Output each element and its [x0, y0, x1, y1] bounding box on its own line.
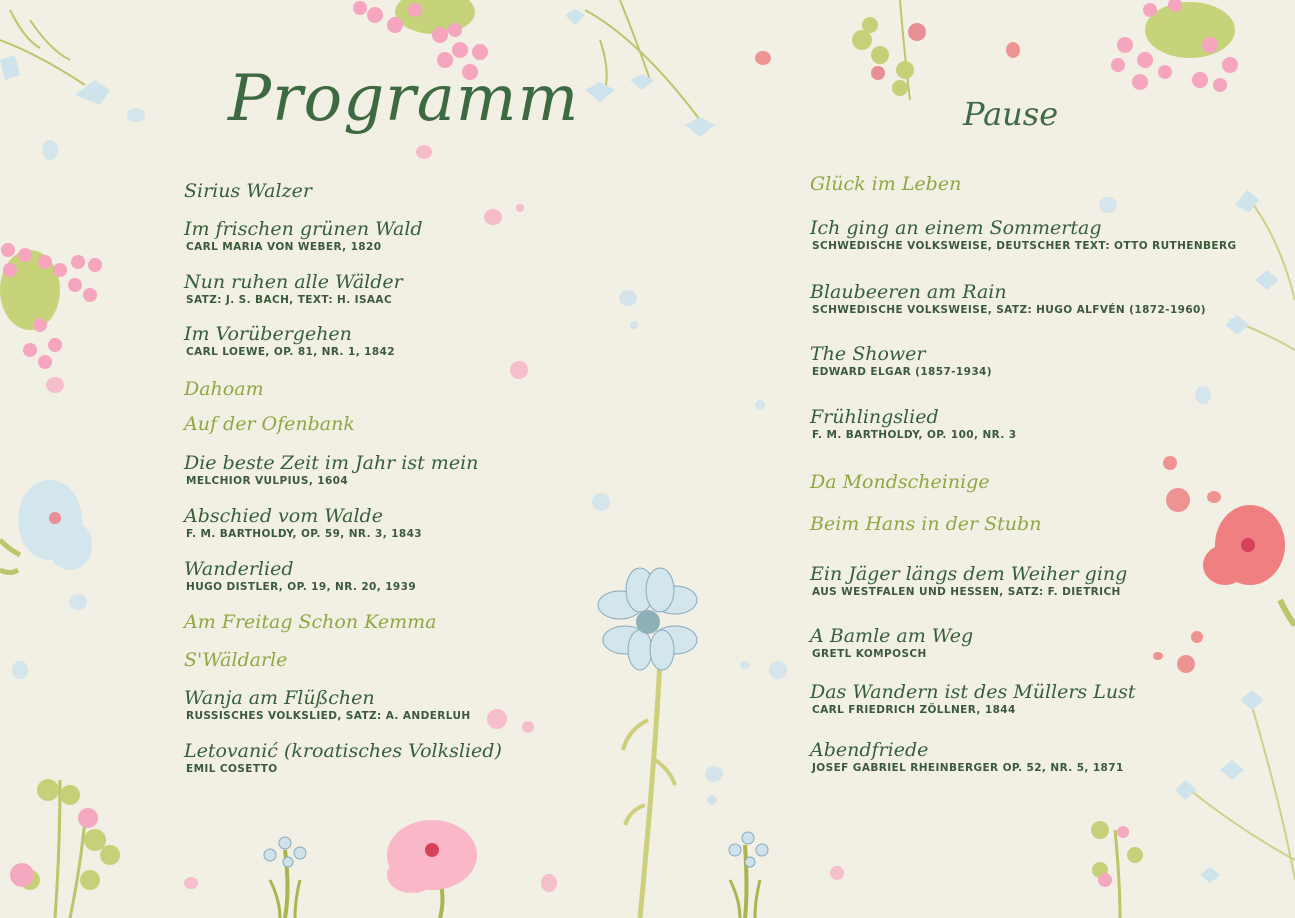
pause-title: Pause — [963, 95, 1059, 133]
song-credit: EDWARD ELGAR (1857-1934) — [812, 366, 992, 378]
program-item — [184, 413, 355, 436]
song-credit: MELCHIOR VULPIUS, 1604 — [186, 475, 349, 487]
program-item — [184, 505, 422, 540]
song-title: Glück im Leben — [810, 173, 962, 195]
song-title: Im frischen grünen Wald — [184, 218, 423, 240]
song-credit: F. M. BARTHOLDY, OP. 100, NR. 3 — [812, 429, 1017, 441]
song-title: Dahoam — [184, 378, 264, 400]
song-title: Sirius Walzer — [184, 180, 312, 202]
song-credit: CARL FRIEDRICH ZÖLLNER, 1844 — [812, 704, 1016, 716]
song-title: Nun ruhen alle Wälder — [184, 271, 403, 293]
program-item — [184, 649, 287, 672]
program-item — [810, 343, 992, 378]
program-item — [184, 558, 416, 593]
song-title: Wanderlied — [184, 558, 294, 580]
song-title: Im Vorübergehen — [184, 323, 352, 345]
program-item — [810, 281, 1206, 316]
program-item — [810, 173, 961, 196]
song-title: Die beste Zeit im Jahr ist mein — [184, 452, 479, 474]
song-title: S'Wäldarle — [184, 649, 288, 671]
song-credit: JOSEF GABRIEL RHEINBERGER OP. 52, NR. 5, 1871 — [812, 762, 1124, 774]
song-credit: RUSSISCHES VOLKSLIED, SATZ: A. ANDERLUH — [186, 710, 471, 722]
song-credit: CARL MARIA VON WEBER, 1820 — [186, 241, 382, 253]
song-title: A Bamle am Weg — [810, 625, 974, 647]
song-title: Ein Jäger längs dem Weiher ging — [810, 563, 1128, 585]
song-credit: SCHWEDISCHE VOLKSWEISE, DEUTSCHER TEXT: OTTO RUTHENBERG — [812, 240, 1237, 252]
song-credit: EMIL COSETTO — [186, 763, 278, 775]
song-credit: SATZ: J. S. BACH, TEXT: H. ISAAC — [186, 294, 393, 306]
program-item — [184, 452, 478, 487]
song-title: Ich ging an einem Sommertag — [810, 217, 1102, 239]
program-title: Programm — [228, 62, 580, 136]
song-title: The Shower — [810, 343, 926, 365]
song-title: Abschied vom Walde — [184, 505, 383, 527]
program-item — [184, 687, 471, 722]
program-item — [810, 625, 973, 660]
program-item — [184, 378, 264, 401]
song-title: Beim Hans in der Stubn — [810, 513, 1042, 535]
song-title: Abendfriede — [810, 739, 929, 761]
song-credit: HUGO DISTLER, OP. 19, NR. 20, 1939 — [186, 581, 417, 593]
program-item — [810, 406, 1016, 441]
song-title: Auf der Ofenbank — [184, 413, 355, 435]
song-title: Da Mondscheinige — [810, 471, 990, 493]
program-item — [810, 563, 1127, 598]
song-title: Blaubeeren am Rain — [810, 281, 1007, 303]
program-item — [184, 611, 436, 634]
program-item — [184, 740, 502, 775]
program-item — [184, 323, 395, 358]
program-item — [184, 180, 312, 203]
song-title: Frühlingslied — [810, 406, 939, 428]
song-credit: SCHWEDISCHE VOLKSWEISE, SATZ: HUGO ALFVÉN (1872-1960) — [812, 304, 1206, 316]
program-item — [810, 471, 990, 494]
song-title: Am Freitag Schon Kemma — [184, 611, 437, 633]
program-item — [810, 681, 1135, 716]
program-item — [184, 218, 423, 253]
song-credit: F. M. BARTHOLDY, OP. 59, NR. 3, 1843 — [186, 528, 423, 540]
song-title: Letovanić (kroatisches Volkslied) — [184, 740, 502, 762]
song-credit: AUS WESTFALEN UND HESSEN, SATZ: F. DIETRICH — [812, 586, 1121, 598]
program-item — [810, 739, 1124, 774]
song-credit: GRETL KOMPOSCH — [812, 648, 927, 660]
song-title: Wanja am Flüßchen — [184, 687, 375, 709]
program-item — [184, 271, 403, 306]
song-title: Das Wandern ist des Müllers Lust — [810, 681, 1136, 703]
program-item — [810, 217, 1237, 252]
song-credit: CARL LOEWE, OP. 81, NR. 1, 1842 — [186, 346, 395, 358]
program-item — [810, 513, 1041, 536]
